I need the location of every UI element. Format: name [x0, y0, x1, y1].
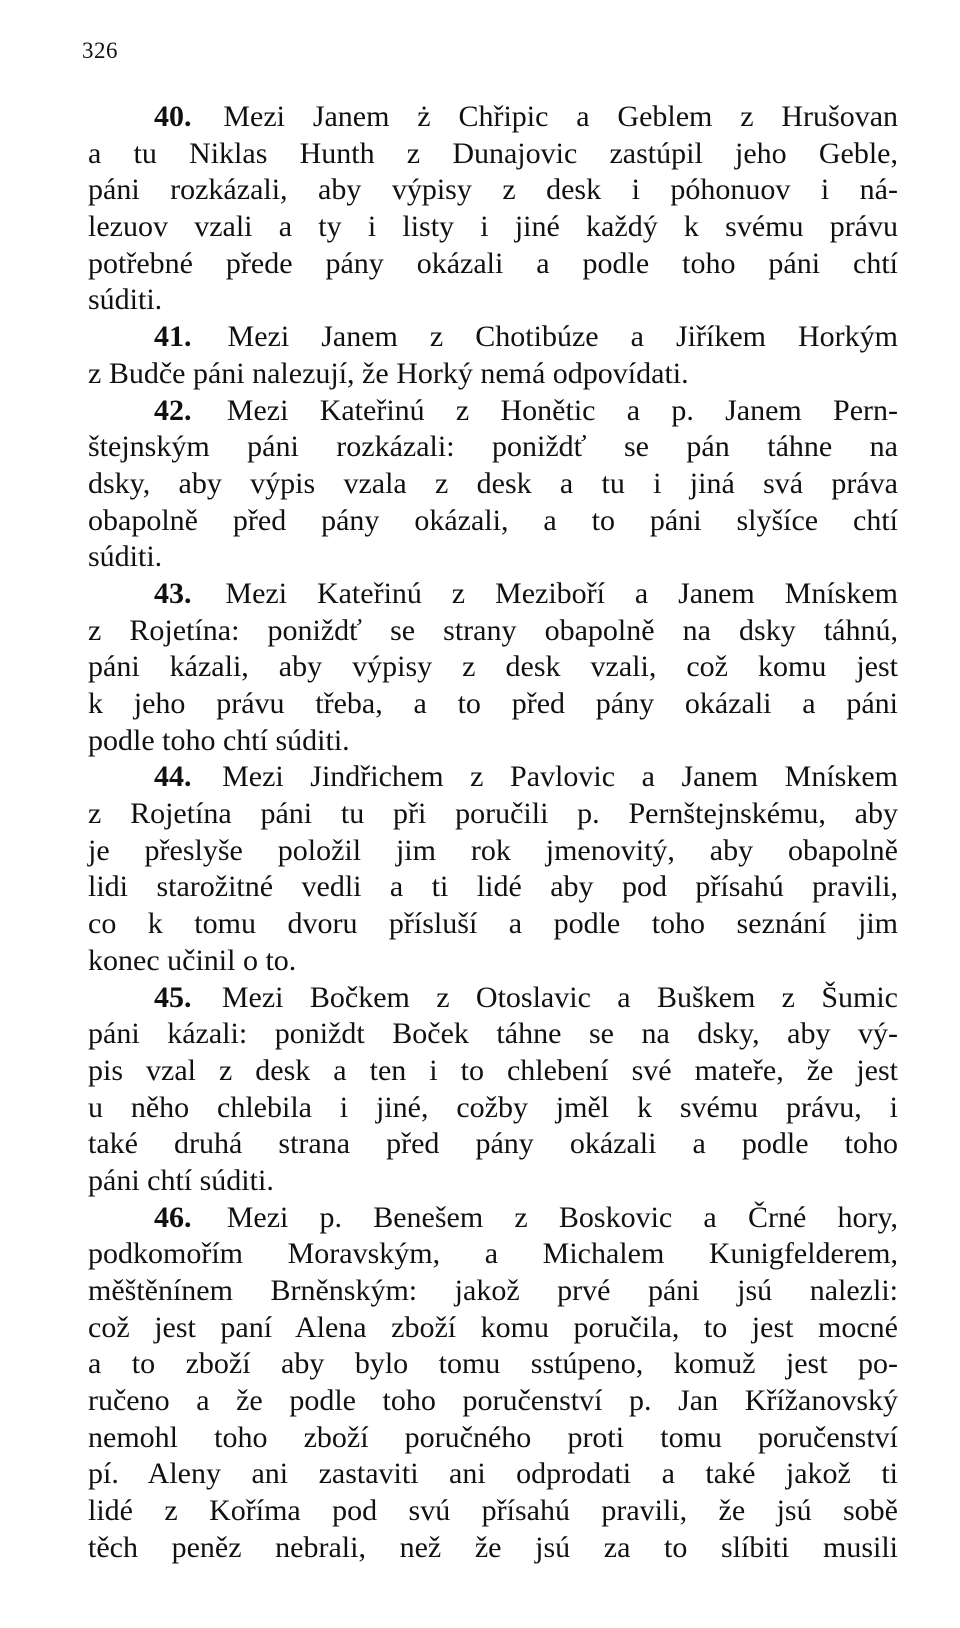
line-text: je přeslyše položil jim rok jmenovitý, aby obapolně — [88, 833, 898, 867]
entry-number: 43. — [154, 576, 192, 610]
text-line — [88, 869, 898, 906]
body-text — [88, 99, 898, 1567]
text-line — [88, 1420, 898, 1457]
line-text: páni chtí súditi. — [88, 1163, 274, 1197]
page-number: 326 — [82, 38, 118, 63]
line-text: co k tomu dvoru přísluší a podle toho seznání jim — [88, 907, 898, 941]
line-text: páni kázali, aby výpisy z desk vzali, což komu jest — [88, 650, 898, 684]
line-text: také druhá strana před pány okázali a podle toho — [88, 1127, 898, 1161]
text-line — [88, 1530, 898, 1567]
text-line — [88, 906, 898, 943]
line-text: z Rojetína: poniždť se strany obapolně na dsky táhnú, — [88, 613, 898, 647]
text-line — [88, 99, 898, 136]
text-line — [88, 1383, 898, 1420]
text-line — [88, 613, 898, 650]
text-line — [88, 1016, 898, 1053]
entry-number: 42. — [154, 393, 192, 427]
text-line — [88, 1090, 898, 1127]
text-line — [88, 796, 898, 833]
text-line — [88, 1346, 898, 1383]
line-text: Mezi Kateřinú z Honětic a p. Janem Pern- — [226, 393, 898, 427]
text-line — [88, 429, 898, 466]
text-line — [88, 576, 898, 613]
text-line — [88, 539, 898, 576]
text-line — [88, 319, 898, 356]
line-text: lidé z Koříma pod svú přísahú pravili, že jsú sobě — [88, 1494, 898, 1528]
line-text: podkomořím Moravským, a Michalem Kunigfelderem, — [88, 1237, 898, 1271]
text-line — [88, 943, 898, 980]
line-text: páni rozkázali, aby výpisy z desk i póhonuov i ná- — [88, 173, 898, 207]
text-line — [88, 1456, 898, 1493]
text-line — [88, 1310, 898, 1347]
line-text: súditi. — [88, 283, 163, 317]
text-line — [88, 1236, 898, 1273]
line-text: štejnským páni rozkázali: poniždť se pán táhne na — [88, 430, 898, 464]
line-text: nemohl toho zboží poručného proti tomu poručenství — [88, 1420, 898, 1454]
text-line — [88, 503, 898, 540]
entry-number: 40. — [154, 100, 192, 133]
line-text: obapolně před pány okázali, a to páni slyšíce chtí — [88, 503, 898, 537]
line-text: páni kázali: poniždt Boček táhne se na dsky, aby vý- — [88, 1017, 898, 1051]
line-text: pis vzal z desk a ten i to chlebení své mateře, že jest — [88, 1053, 898, 1087]
line-text: Mezi Janem ż Chřipic a Geblem z Hrušovan — [223, 100, 899, 133]
text-line — [88, 1163, 898, 1200]
text-line — [88, 1126, 898, 1163]
line-text: dsky, aby výpis vzala z desk a tu i jiná svá práva — [88, 466, 898, 500]
line-text: Mezi p. Benešem z Boskovic a Črné hory, — [226, 1200, 898, 1234]
entry-number: 44. — [154, 760, 192, 794]
line-text: měštěnínem Brněnským: jakož prvé páni jsú nalezli: — [88, 1274, 898, 1307]
text-line — [88, 136, 898, 173]
text-line — [88, 1053, 898, 1090]
text-line — [88, 1273, 898, 1310]
text-line — [88, 282, 898, 319]
entry-number: 41. — [154, 320, 192, 354]
text-line — [88, 356, 898, 393]
line-text: lidi starožitné vedli a ti lidé aby pod přísahú pravili, — [88, 870, 898, 904]
line-text: lezuov vzali a ty i listy i jiné každý k svému právu — [88, 210, 898, 244]
text-line — [88, 833, 898, 870]
text-line — [88, 723, 898, 760]
text-line — [88, 1493, 898, 1530]
line-text: z Rojetína páni tu při poručili p. Pernštejnskému, aby — [88, 797, 898, 831]
line-text: těch peněz nebrali, než že jsú za to slíbiti musili — [88, 1530, 898, 1564]
text-line — [88, 466, 898, 503]
text-line — [88, 759, 898, 796]
line-text: potřebné přede pány okázali a podle toho páni chtí — [88, 246, 898, 280]
text-line — [88, 1200, 898, 1237]
line-text: což jest paní Alena zboží komu poručila, to jest mocné — [88, 1310, 898, 1344]
line-text: podle toho chtí súditi. — [88, 723, 350, 757]
text-line — [88, 393, 898, 430]
text-line — [88, 686, 898, 723]
line-text: konec učinil o to. — [88, 943, 297, 977]
text-line — [88, 980, 898, 1017]
text-line — [88, 246, 898, 283]
entry-number: 45. — [154, 980, 192, 1014]
text-line — [88, 172, 898, 209]
entry-number: 46. — [154, 1200, 192, 1234]
line-text: ručeno a že podle toho poručenství p. Jan Křížanovský — [88, 1384, 898, 1418]
line-text: Mezi Jindřichem z Pavlovic a Janem Mnískem — [222, 760, 898, 794]
line-text: a to zboží aby bylo tomu sstúpeno, komuž jest po- — [88, 1347, 898, 1381]
line-text: u něho chlebila i jiné, cožby jměl k svému právu, i — [88, 1090, 898, 1124]
line-text: a tu Niklas Hunth z Dunajovic zastúpil jeho Geble, — [88, 136, 898, 170]
line-text: Mezi Janem z Chotibúze a Jiříkem Horkým — [227, 320, 898, 354]
line-text: z Budče páni nalezují, že Horký nemá odpovídati. — [88, 356, 689, 390]
line-text: pí. Aleny ani zastaviti ani odprodati a také jakož ti — [88, 1457, 898, 1491]
line-text: k jeho právu třeba, a to před pány okázali a páni — [88, 687, 898, 720]
text-line — [88, 649, 898, 686]
line-text: súditi. — [88, 540, 163, 574]
line-text: Mezi Bočkem z Otoslavic a Buškem z Šumic — [221, 980, 899, 1014]
text-line — [88, 209, 898, 246]
line-text: Mezi Kateřinú z Meziboří a Janem Mnískem — [225, 576, 898, 610]
